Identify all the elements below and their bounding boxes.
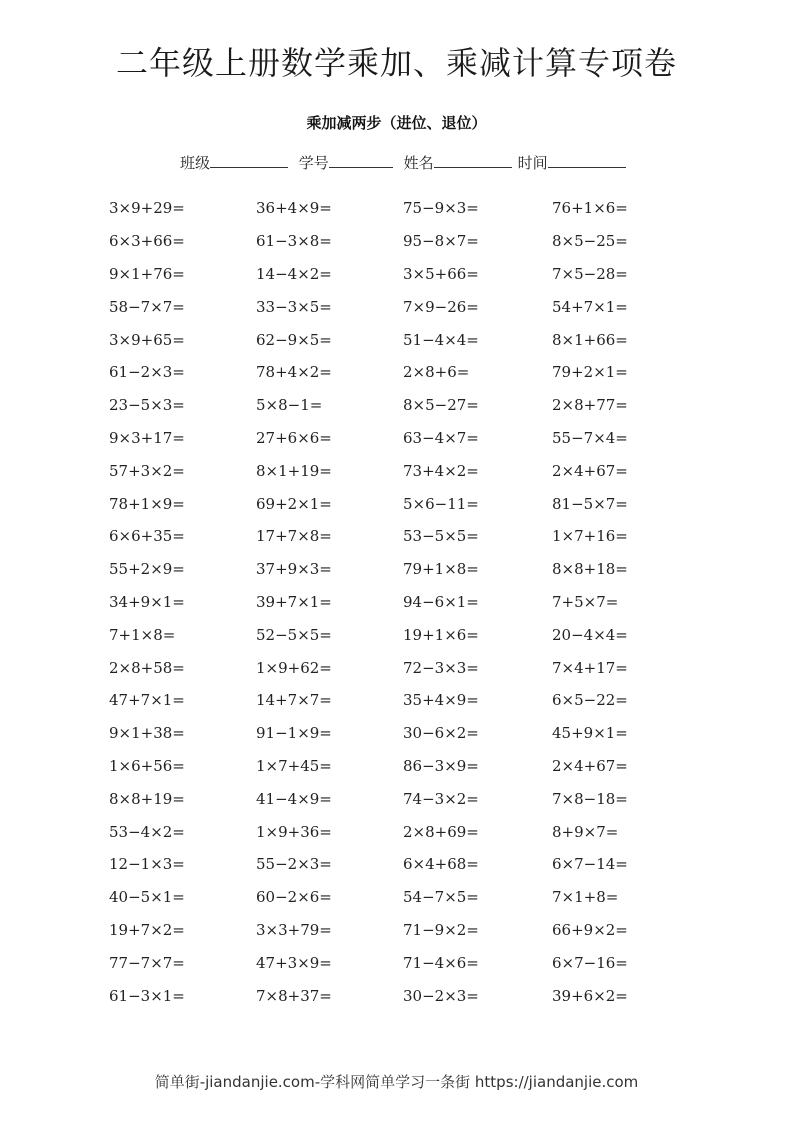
problem-item: 86−3×9= [403, 756, 479, 775]
problem-item: 81−5×7= [552, 494, 628, 513]
problem-item: 61−3×1= [109, 986, 185, 1005]
problem-item: 61−2×3= [109, 363, 185, 382]
problem-item: 69+2×1= [256, 494, 332, 513]
problem-item: 7×8−18= [552, 789, 628, 808]
problem-item: 3×5+66= [403, 264, 479, 283]
problem-item: 7×1+8= [552, 888, 619, 907]
problem-item: 6×3+66= [109, 232, 185, 251]
problem-item: 8×1+66= [552, 330, 628, 349]
student-id-label: 学号 [298, 154, 329, 172]
class-blank[interactable] [210, 153, 288, 168]
problem-item: 30−2×3= [403, 986, 479, 1005]
footer-text: 简单街-jiandanjie.com-学科网简单学习一条街 https://jiandanjie.com [154, 1073, 639, 1091]
problem-item: 1×7+45= [256, 756, 332, 775]
problem-row [109, 848, 709, 881]
problem-item: 7+5×7= [552, 592, 619, 611]
problem-item: 51−4×4= [403, 330, 479, 349]
problem-item: 39+6×2= [552, 986, 628, 1005]
problem-item: 47+3×9= [256, 953, 332, 972]
problem-item: 79+2×1= [552, 363, 628, 382]
problem-item: 41−4×9= [256, 789, 332, 808]
problem-item: 1×7+16= [552, 527, 628, 546]
problem-item: 7×9−26= [403, 297, 479, 316]
problem-item: 47+7×1= [109, 691, 185, 710]
problem-item: 2×8+77= [552, 396, 628, 415]
problem-item: 2×8+58= [109, 658, 185, 677]
problem-item: 57+3×2= [109, 461, 185, 480]
problem-item: 6×5−22= [552, 691, 628, 710]
class-label: 班级 [180, 154, 211, 172]
problem-item: 35+4×9= [403, 691, 479, 710]
problem-item: 76+1×6= [552, 199, 628, 218]
problem-item: 91−1×9= [256, 724, 332, 743]
time-blank[interactable] [548, 153, 626, 168]
worksheet-subtitle: 乘加减两步（进位、退位） [306, 114, 487, 132]
problem-row [109, 750, 709, 783]
problem-item: 45+9×1= [552, 724, 628, 743]
problem-item: 17+7×8= [256, 527, 332, 546]
problem-item: 40−5×1= [109, 888, 185, 907]
problem-item: 55−7×4= [552, 428, 628, 447]
problem-item: 73+4×2= [403, 461, 479, 480]
problem-item: 2×8+6= [403, 363, 470, 382]
problem-row [109, 225, 709, 258]
problem-row [109, 356, 709, 389]
problem-item: 36+4×9= [256, 199, 332, 218]
problem-row [109, 520, 709, 553]
problem-item: 94−6×1= [403, 592, 479, 611]
problem-row [109, 979, 709, 1012]
problem-item: 3×3+79= [256, 920, 332, 939]
problem-row [109, 323, 709, 356]
problem-item: 72−3×3= [403, 658, 479, 677]
problem-item: 7+1×8= [109, 625, 176, 644]
problem-item: 37+9×3= [256, 560, 332, 579]
problem-row [109, 717, 709, 750]
problem-item: 5×8−1= [256, 396, 323, 415]
problem-item: 52−5×5= [256, 625, 332, 644]
problem-item: 2×4+67= [552, 461, 628, 480]
problem-item: 2×8+69= [403, 822, 479, 841]
problem-item: 9×1+76= [109, 264, 185, 283]
problem-item: 1×6+56= [109, 756, 185, 775]
problem-item: 9×3+17= [109, 428, 185, 447]
problem-item: 53−5×5= [403, 527, 479, 546]
problem-item: 6×7−14= [552, 855, 628, 874]
problem-item: 8+9×7= [552, 822, 619, 841]
problem-row [109, 618, 709, 651]
problem-item: 8×5−27= [403, 396, 479, 415]
problem-item: 78+4×2= [256, 363, 332, 382]
problem-item: 74−3×2= [403, 789, 479, 808]
problem-item: 60−2×6= [256, 888, 332, 907]
problem-item: 6×6+35= [109, 527, 185, 546]
problem-row [109, 914, 709, 947]
problem-row [109, 815, 709, 848]
problem-item: 62−9×5= [256, 330, 332, 349]
problem-item: 39+7×1= [256, 592, 332, 611]
problem-row [109, 782, 709, 815]
problem-item: 5×6−11= [403, 494, 479, 513]
problem-item: 3×9+29= [109, 199, 185, 218]
problem-item: 19+7×2= [109, 920, 185, 939]
problem-item: 7×8+37= [256, 986, 332, 1005]
problem-item: 63−4×7= [403, 428, 479, 447]
name-blank[interactable] [434, 153, 512, 168]
problem-item: 2×4+67= [552, 756, 628, 775]
problem-row [109, 258, 709, 291]
problem-item: 55+2×9= [109, 560, 185, 579]
problem-row [109, 192, 709, 225]
problem-item: 1×9+62= [256, 658, 332, 677]
problem-item: 19+1×6= [403, 625, 479, 644]
problem-item: 8×8+19= [109, 789, 185, 808]
problem-item: 54−7×5= [403, 888, 479, 907]
problem-row [109, 454, 709, 487]
time-label: 时间 [517, 154, 548, 172]
problem-item: 14+7×7= [256, 691, 332, 710]
problem-item: 53−4×2= [109, 822, 185, 841]
problem-item: 6×4+68= [403, 855, 479, 874]
problem-item: 30−6×2= [403, 724, 479, 743]
problem-row [109, 487, 709, 520]
problem-item: 54+7×1= [552, 297, 628, 316]
problem-item: 23−5×3= [109, 396, 185, 415]
problem-item: 75−9×3= [403, 199, 479, 218]
problem-item: 9×1+38= [109, 724, 185, 743]
problem-row [109, 290, 709, 323]
problem-item: 27+6×6= [256, 428, 332, 447]
problem-item: 8×1+19= [256, 461, 332, 480]
page-title: 二年级上册数学乘加、乘减计算专项卷 [115, 44, 677, 82]
problem-item: 20−4×4= [552, 625, 628, 644]
problem-item: 7×5−28= [552, 264, 628, 283]
student-info-line [180, 152, 640, 173]
problem-row [109, 553, 709, 586]
problem-item: 55−2×3= [256, 855, 332, 874]
name-label: 姓名 [403, 154, 434, 172]
student-id-blank[interactable] [329, 153, 393, 168]
problem-item: 14−4×2= [256, 264, 332, 283]
problem-item: 8×5−25= [552, 232, 628, 251]
problem-row [109, 651, 709, 684]
problem-item: 6×7−16= [552, 953, 628, 972]
problem-item: 79+1×8= [403, 560, 479, 579]
problem-row [109, 422, 709, 455]
problem-item: 33−3×5= [256, 297, 332, 316]
problem-item: 7×4+17= [552, 658, 628, 677]
problem-row [109, 881, 709, 914]
problem-item: 3×9+65= [109, 330, 185, 349]
problem-item: 8×8+18= [552, 560, 628, 579]
problem-item: 77−7×7= [109, 953, 185, 972]
problem-row [109, 684, 709, 717]
problem-item: 66+9×2= [552, 920, 628, 939]
problem-item: 12−1×3= [109, 855, 185, 874]
problem-item: 95−8×7= [403, 232, 479, 251]
problem-grid [109, 192, 709, 1012]
problem-item: 34+9×1= [109, 592, 185, 611]
problem-row [109, 586, 709, 619]
problem-item: 71−9×2= [403, 920, 479, 939]
problem-item: 78+1×9= [109, 494, 185, 513]
problem-item: 71−4×6= [403, 953, 479, 972]
problem-item: 61−3×8= [256, 232, 332, 251]
problem-row [109, 389, 709, 422]
problem-item: 58−7×7= [109, 297, 185, 316]
problem-row [109, 946, 709, 979]
problem-item: 1×9+36= [256, 822, 332, 841]
